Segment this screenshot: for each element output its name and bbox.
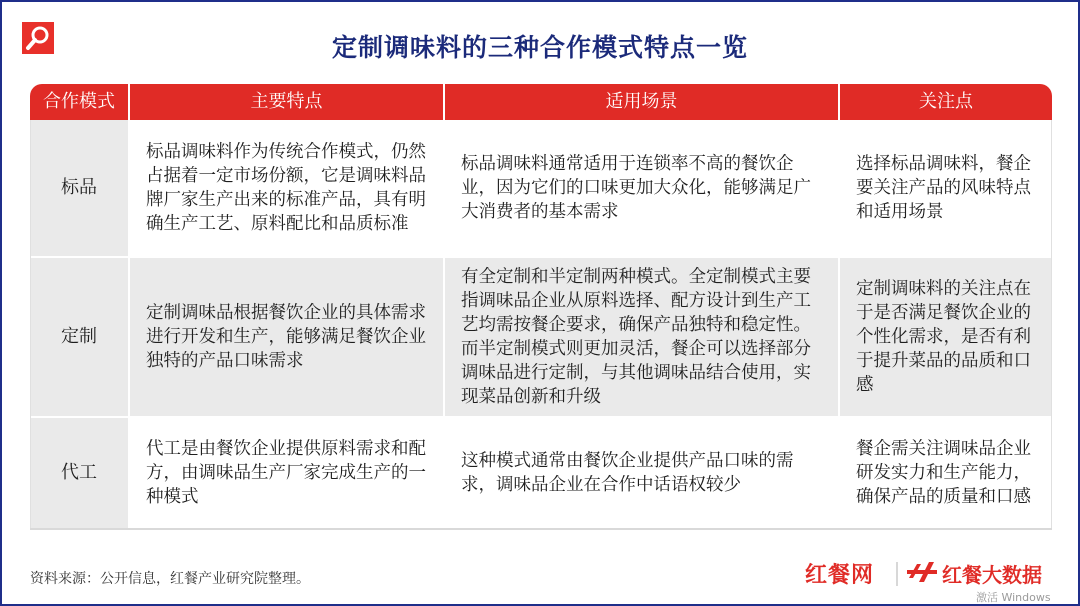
row-features: 标品调味料作为传统合作模式，仍然占据着一定市场份额，它是调味料品牌厂家生产出来的标准产品，具有明确生产工艺、原料配比和品质标准 — [130, 120, 443, 256]
table-header — [30, 84, 1052, 120]
row-mode: 定制 — [30, 258, 128, 416]
row-scenario: 标品调味料通常适用于连锁率不高的餐饮企业，因为它们的口味更加大众化，能够满足广大消费者的基本需求 — [445, 120, 838, 256]
page-title: 定制调味料的三种合作模式特点一览 — [331, 33, 748, 62]
row-scenario: 这种模式通常由餐饮企业提供产品口味的需求，调味品企业在合作中话语权较少 — [445, 418, 838, 528]
brand-hongcan-data: 红餐大数据 — [942, 563, 1042, 587]
brand-hongcan-logo: 红餐网 — [805, 563, 875, 588]
hongcan-data-icon — [905, 558, 939, 586]
header-mode: 合作模式 — [43, 91, 115, 112]
row-focus: 餐企需关注调味品企业研发实力和生产能力，确保产品的质量和口感 — [840, 418, 1052, 528]
row-scenario: 有全定制和半定制两种模式。全定制模式主要指调味品企业从原料选择、配方设计到生产工艺均需按餐企要求，确保产品独特和稳定性。而半定制模式则更加灵活，餐企可以选择部分调味品进行定制，与其他调味品结合使用，实现菜品创新和升级 — [445, 258, 838, 416]
table-right-border — [1051, 120, 1052, 528]
header-features: 主要特点 — [250, 91, 323, 112]
source-note: 资料来源：公开信息，红餐产业研究院整理。 — [30, 571, 310, 587]
row-focus: 选择标品调味料，餐企要关注产品的风味特点和适用场景 — [840, 120, 1052, 256]
row-mode: 标品 — [30, 120, 128, 256]
brand-divider — [896, 562, 898, 586]
header-scenario: 适用场景 — [605, 91, 678, 112]
table-row — [30, 418, 1052, 528]
table-left-border — [30, 120, 31, 528]
row-features: 定制调味品根据餐饮企业的具体需求进行开发和生产，能够满足餐饮企业独特的产品口味需求 — [130, 258, 443, 416]
table-row — [30, 258, 1052, 416]
table-row — [30, 120, 1052, 256]
table-bottom-border — [30, 528, 1052, 530]
row-features: 代工是由餐饮企业提供原料需求和配方，由调味品生产厂家完成生产的一种模式 — [130, 418, 443, 528]
windows-activation-watermark: 激活 Windows — [976, 591, 1051, 604]
row-focus: 定制调味料的关注点在于是否满足餐饮企业的个性化需求，是否有利于提升菜品的品质和口感 — [840, 258, 1052, 416]
header-focus: 关注点 — [919, 91, 973, 112]
comparison-table — [30, 84, 1052, 507]
row-mode: 代工 — [30, 418, 128, 528]
